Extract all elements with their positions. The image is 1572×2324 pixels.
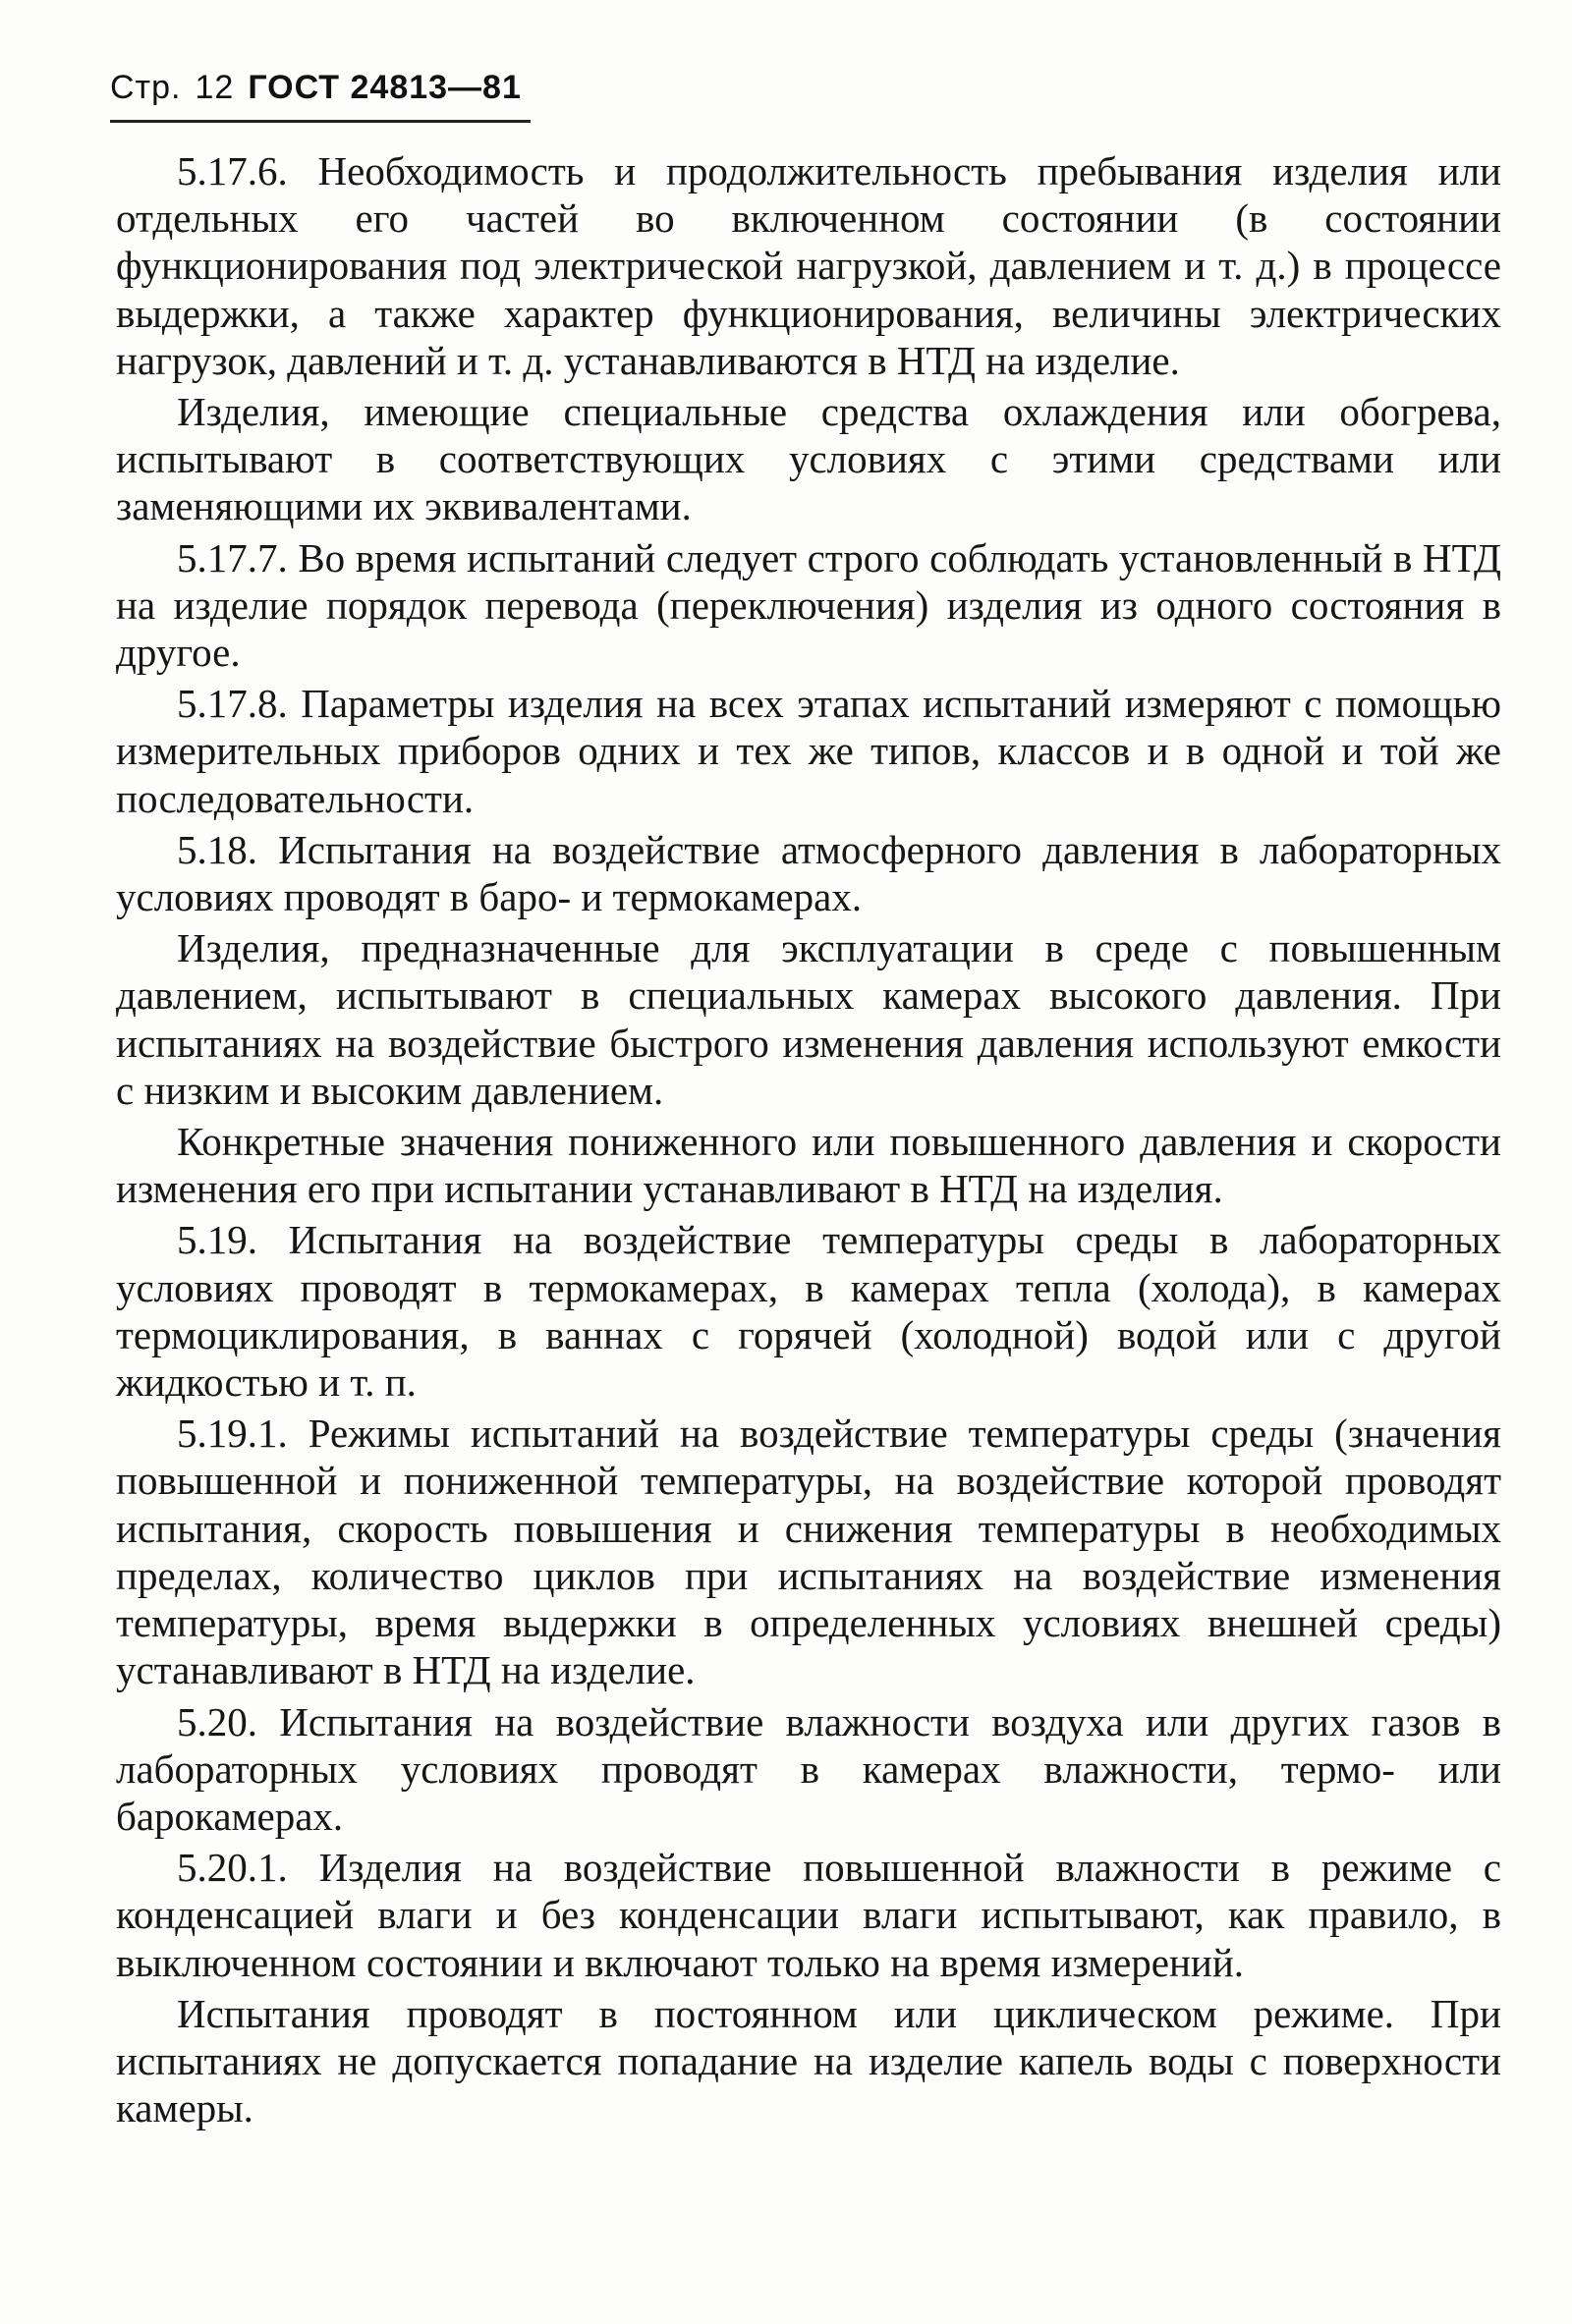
- page-header: [110, 69, 522, 107]
- paragraph-high-pressure: Изделия, предназначенные для эксплуатации в среде с повышенным давлением, испытывают в специальных камерах высокого давления. При испытаниях на воздействие быстрого изменения давления используют емкости с низким и высоким давлением.: [116, 925, 1501, 1113]
- paragraph-test-mode: Испытания проводят в постоянном или циклическом режиме. При испытаниях не допускается попадание на изделие капель воды с поверхности камеры.: [116, 1990, 1501, 2131]
- standard-number: ГОСТ 24813—81: [248, 69, 522, 106]
- document-body: [116, 147, 1501, 2135]
- paragraph-5-20: 5.20. Испытания на воздействие влажности воздуха или других газов в лабораторных условиях проводят в камерах влажности, термо- или барокамерах.: [116, 1698, 1501, 1839]
- header-rule: [110, 120, 531, 123]
- paragraph-5-19-1: 5.19.1. Режимы испытаний на воздействие температуры среды (значения повышенной и пониженной температуры, на воздействие которой проводят испытания, скорость повышения и снижения температуры в необходимых пределах, количество циклов при испытаниях на воздействие изменения температуры, время выдержки в определенных условиях внешней среды) устанавливают в НТД на изделие.: [116, 1411, 1501, 1693]
- paragraph-5-18: 5.18. Испытания на воздействие атмосферного давления в лабораторных условиях проводят в баро- и термокамерах.: [116, 826, 1501, 920]
- paragraph-cooling: Изделия, имеющие специальные средства охлаждения или обогрева, испытывают в соответствующих условиях с этими средствами или заменяющими их эквивалентами.: [116, 389, 1501, 529]
- page-prefix: Стр.: [110, 69, 182, 106]
- paragraph-5-20-1: 5.20.1. Изделия на воздействие повышенной влажности в режиме с конденсацией влаги и без конденсации влаги испытывают, как правило, в выключенном состоянии и включают только на время измерений.: [116, 1845, 1501, 1985]
- paragraph-5-17-6: 5.17.6. Необходимость и продолжительность пребывания изделия или отдельных его частей во включенном состоянии (в состоянии функционирования под электрической нагрузкой, давлением и т. д.) в процессе выдержки, а также характер функционирования, величины электрических нагрузок, давлений и т. д. устанавливаются в НТД на изделие.: [116, 148, 1501, 383]
- paragraph-5-19: 5.19. Испытания на воздействие температуры среды в лабораторных условиях проводят в термокамерах, в камерах тепла (холода), в камерах термоциклирования, в ваннах с горячей (холодной) водой или с другой жидкостью и т. п.: [116, 1217, 1501, 1406]
- page-number: 12: [195, 69, 235, 106]
- paragraph-5-17-7: 5.17.7. Во время испытаний следует строго соблюдать установленный в НТД на изделие порядок перевода (переключения) изделия из одного состояния в другое.: [116, 534, 1501, 676]
- paragraph-5-17-8: 5.17.8. Параметры изделия на всех этапах испытаний измеряют с помощью измерительных приборов одних и тех же типов, классов и в одной и той же последовательности.: [116, 681, 1501, 821]
- paragraph-pressure-values: Конкретные значения пониженного или повышенного давления и скорости изменения его при испытании устанавливают в НТД на изделия.: [116, 1119, 1501, 1212]
